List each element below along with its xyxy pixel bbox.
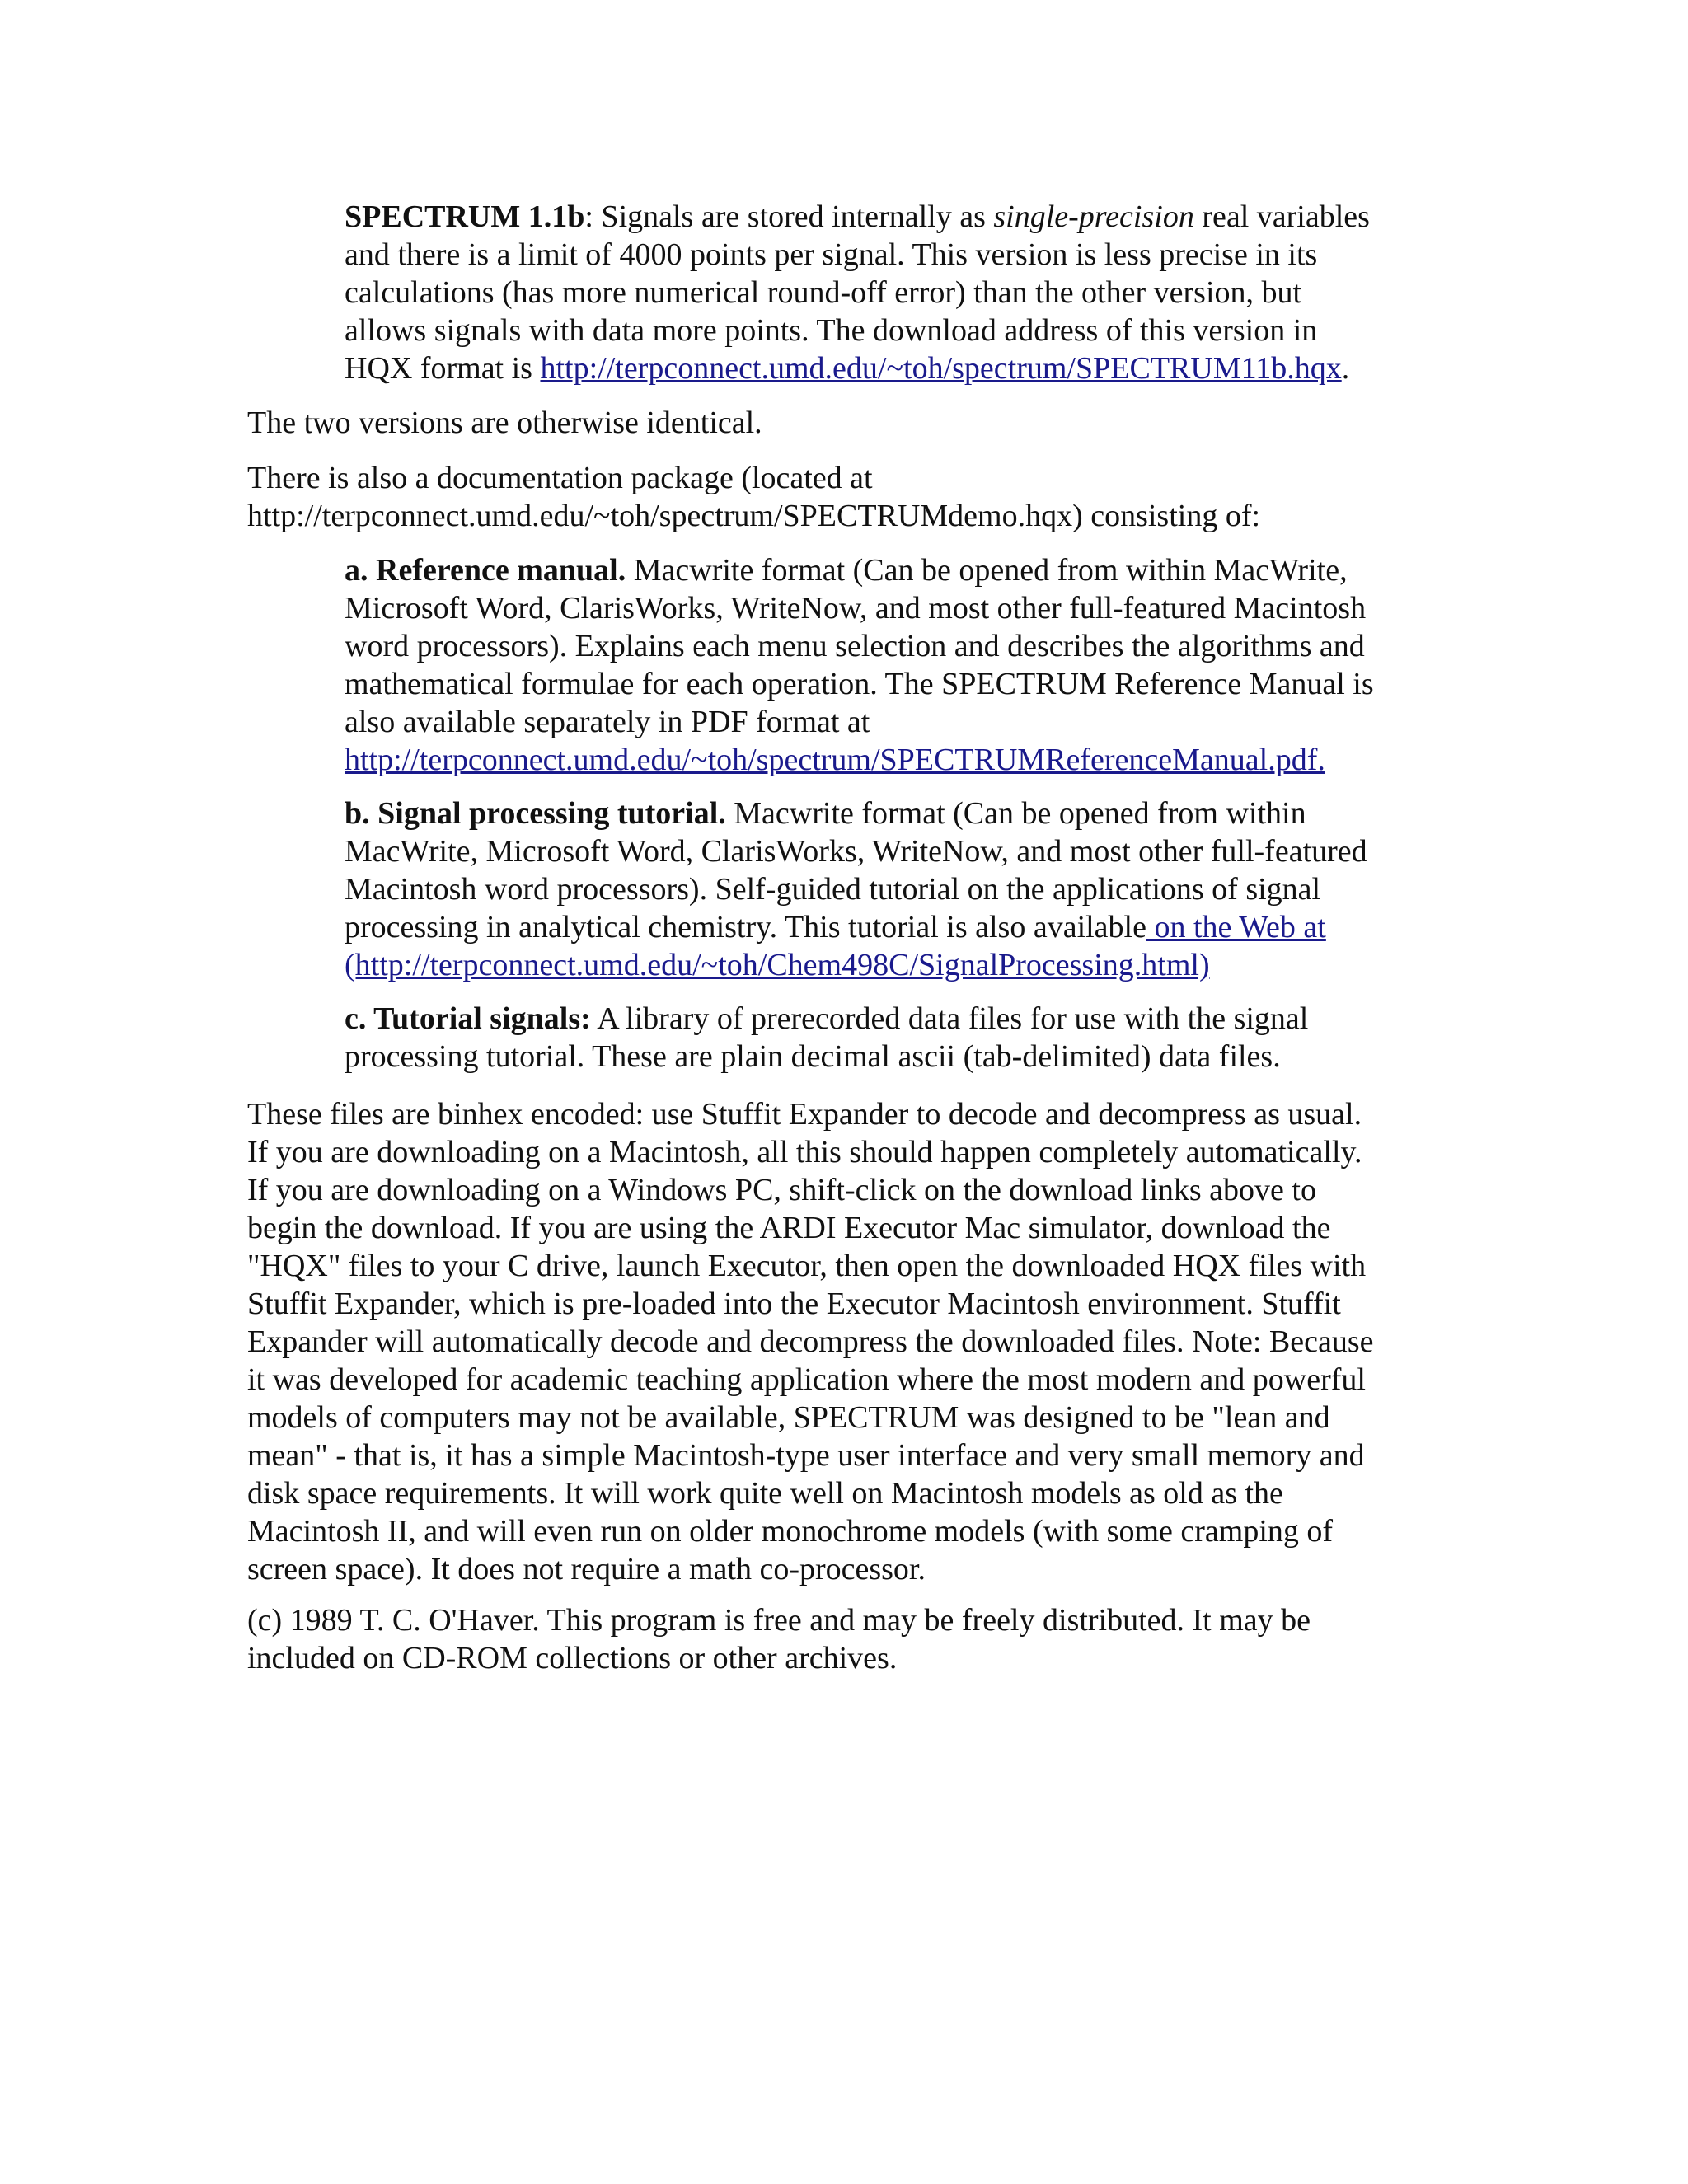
signal-processing-tutorial-item: b. Signal processing tutorial. Macwrite format (Can be opened from within MacWrite, Microsoft Word, ClarisWorks, WriteNow, and most other full-featured Macintosh word processors). Self-guided tutorial on the applications of signal processing in analytical chemistry. This tutorial is also available on the Web at (http://terpconnect.umd.edu/~toh/Chem498C/SignalProcessing.html) [345, 796, 1367, 982]
line: HQX format is http://terpconnect.umd.edu/~toh/spectrum/SPECTRUM11b.hqx. [345, 351, 1350, 386]
line: and there is a limit of 4000 points per signal. This version is less precise in its [345, 237, 1318, 272]
item-b-heading: b. Signal processing tutorial. [345, 796, 726, 831]
item-a-heading: a. Reference manual. [345, 553, 626, 588]
version-heading: SPECTRUM 1.1b [345, 199, 585, 234]
documentation-package-paragraph: There is also a documentation package (located at http://terpconnect.umd.edu/~toh/spectrum/SPECTRUMdemo.hqx) consisting of: [247, 461, 1261, 533]
line: allows signals with data more points. The download address of this version in [345, 313, 1318, 348]
tutorial-signals-item: c. Tutorial signals: A library of prerecorded data files for use with the signal processing tutorial. These are plain decimal ascii (tab-delimited) data files. [345, 1001, 1309, 1074]
emphasis: single-precision [993, 199, 1194, 234]
line: SPECTRUM 1.1b: Signals are stored internally as single-precision real variables [345, 199, 1370, 234]
spectrum11b-download-link[interactable]: http://terpconnect.umd.edu/~toh/spectrum/SPECTRUM11b.hqx [540, 351, 1342, 386]
copyright-paragraph: (c) 1989 T. C. O'Haver. This program is free and may be freely distributed. It may be included on CD-ROM collections or other archives. [247, 1603, 1311, 1675]
versions-identical-paragraph: The two versions are otherwise identical. [247, 405, 762, 440]
reference-manual-pdf-link[interactable]: http://terpconnect.umd.edu/~toh/spectrum/SPECTRUMReferenceManual.pdf. [345, 743, 1325, 777]
binhex-paragraph: These files are binhex encoded: use Stuffit Expander to decode and decompress as usual. If you are downloading on a Macintosh, all this should happen completely automatically. If you are downloading on a Windows PC, shift-click on the download links above to begin the download. If you are using the ARDI Executor Mac simulator, download the "HQX" files to your C drive, launch Executor, then open the downloaded HQX files with Stuffit Expander, which is pre-loaded into the Executor Macintosh environment. Stuffit Expander will automatically decode and decompress the downloaded files. Note: Because it was developed for academic teaching application where the most modern and powerful models of computers may not be available, SPECTRUM was designed to be "lean and mean" - that is, it has a simple Macintosh-type user interface and very small memory and disk space requirements. It will work quite well on Macintosh models as old as the Macintosh II, and will even run on older monochrome models (with some cramping of screen space). It does not require a math co-processor. [247, 1097, 1374, 1586]
tutorial-web-link[interactable]: on the Web at [1146, 910, 1326, 944]
line: calculations (has more numerical round-off error) than the other version, but [345, 275, 1302, 310]
item-c-heading: c. Tutorial signals: [345, 1001, 591, 1036]
reference-manual-item: a. Reference manual. Macwrite format (Can be opened from within MacWrite, Microsoft Word, ClarisWorks, WriteNow, and most other full-featured Macintosh word processors). Explains each menu selection and describes the algorithms and mathematical formulae for each operation. The SPECTRUM Reference Manual is also available separately in PDF format at http://terpconnect.umd.edu/~toh/spectrum/SPECTRUMReferenceManual.pdf. [345, 553, 1374, 777]
tutorial-url-link[interactable]: (http://terpconnect.umd.edu/~toh/Chem498C/SignalProcessing.html) [345, 948, 1210, 982]
spectrum-11b-paragraph [345, 198, 1449, 387]
